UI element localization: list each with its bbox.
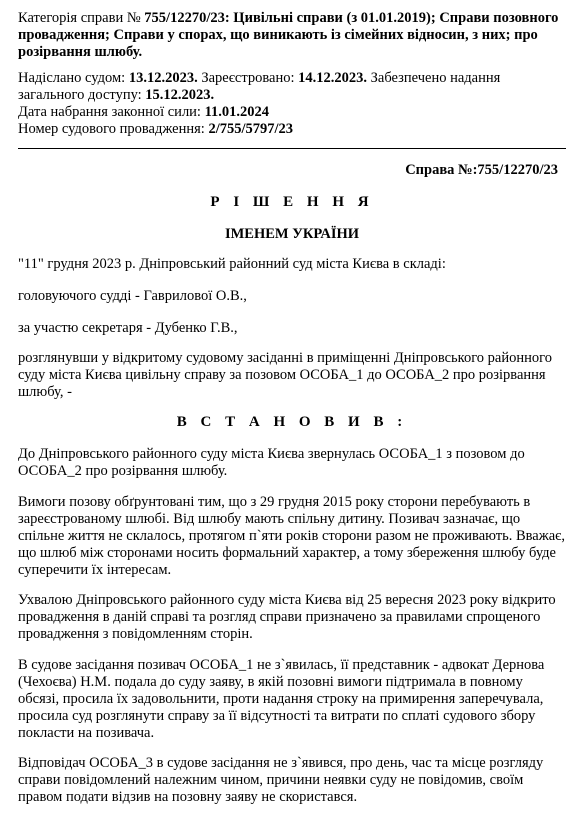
paragraph-claim: До Дніпровського районного суду міста Києва звернулась ОСОБА_1 з позовом до ОСОБА_2 про розірвання шлюбу. — [18, 446, 525, 479]
paragraph-considered: розглянувши у відкритому судовому засіданні в приміщенні Дніпровського районного суду міста Києва цивільну справу за позовом ОСОБА_1 до ОСОБА_2 про розірвання шлюбу, - — [18, 350, 552, 400]
paragraph-judge: головуючого судді - Гаврилової О.В., — [18, 288, 247, 304]
paragraph-grounds: Вимоги позову обґрунтовані тим, що з 29 грудня 2015 року сторони перебувають в зареєстрованому шлюбі. Від шлюбу мають спільну дитину. Позивач зазначає, що спільне життя не склалось, протягом п`яти років сторони разом не проживають. Вважає, що шлюб між сторонами носить формальний характер, а тому збереження шлюбу буде суперечити їх інтересам. — [18, 494, 566, 578]
category-label: Категорія справи № — [18, 10, 145, 26]
divider — [18, 148, 566, 149]
proceeding-label: Номер судового провадження: — [18, 121, 209, 137]
registered-date: 14.12.2023. — [298, 70, 368, 86]
paragraph-ruling: Ухвалою Дніпровського районного суду міста Києва від 25 вересня 2023 року відкрито провадження в даній справі та розгляд справи призначено за правилами спрощеного провадження з повідомленням сторін. — [18, 592, 556, 642]
paragraph-plaintiff: В судове засідання позивач ОСОБА_1 не з`явилась, її представник - адвокат Дернова (Чехоєва) Н.М. подала до суду заяву, в якій позовні вимоги підтримала в повному обсязі, просила їх задовольнити, проти надання строку на примирення заперечувала, просила суд розглянути справу за її відсутності та витрати по сплаті судового збору покласти на позивача. — [18, 657, 545, 741]
registered-label: Зареєстровано: — [197, 70, 299, 86]
paragraph-defendant: Відповідач ОСОБА_3 в судове засідання не з`явився, про день, час та місце розгляду справи повідомлений належним чином, причини неявки суду не повідомив, своїм правом подати відзив на позовну заяву не скористався. — [18, 755, 544, 805]
dates-line — [18, 70, 566, 104]
case-number: Справа №:755/12270/23 — [405, 162, 558, 178]
paragraph-secretary: за участю секретаря - Дубенко Г.В., — [18, 320, 238, 336]
force-date: 11.01.2024 — [204, 104, 270, 120]
case-category — [18, 10, 566, 61]
dates-block — [18, 70, 566, 138]
access-date: 15.12.2023. — [145, 87, 215, 103]
established-heading: В С Т А Н О В И В : — [176, 414, 408, 430]
category-value: 755/12270/23: Цивільні справи (з 01.01.2019); Справи позовного провадження; Справи у спорах, що виникають із сімейних відносин, з них; про розірвання шлюбу. — [18, 10, 559, 60]
metadata-block — [18, 10, 566, 61]
access-label: Забезпечено надання загального доступу: — [18, 70, 501, 103]
decision-heading: Р І Ш Е Н Н Я — [210, 194, 374, 210]
proceeding-number: 2/755/5797/23 — [208, 121, 294, 137]
sent-date: 13.12.2023. — [128, 70, 198, 86]
proceeding-line — [18, 121, 566, 138]
paragraph-court-composition: "11" грудня 2023 р. Дніпровський районний суд міста Києва в складі: — [18, 256, 446, 272]
sent-label: Надіслано судом: — [18, 70, 129, 86]
decision-subheading: ІМЕНЕМ УКРАЇНИ — [224, 226, 360, 242]
force-date-line — [18, 104, 566, 121]
force-label: Дата набрання законної сили: — [18, 104, 205, 120]
